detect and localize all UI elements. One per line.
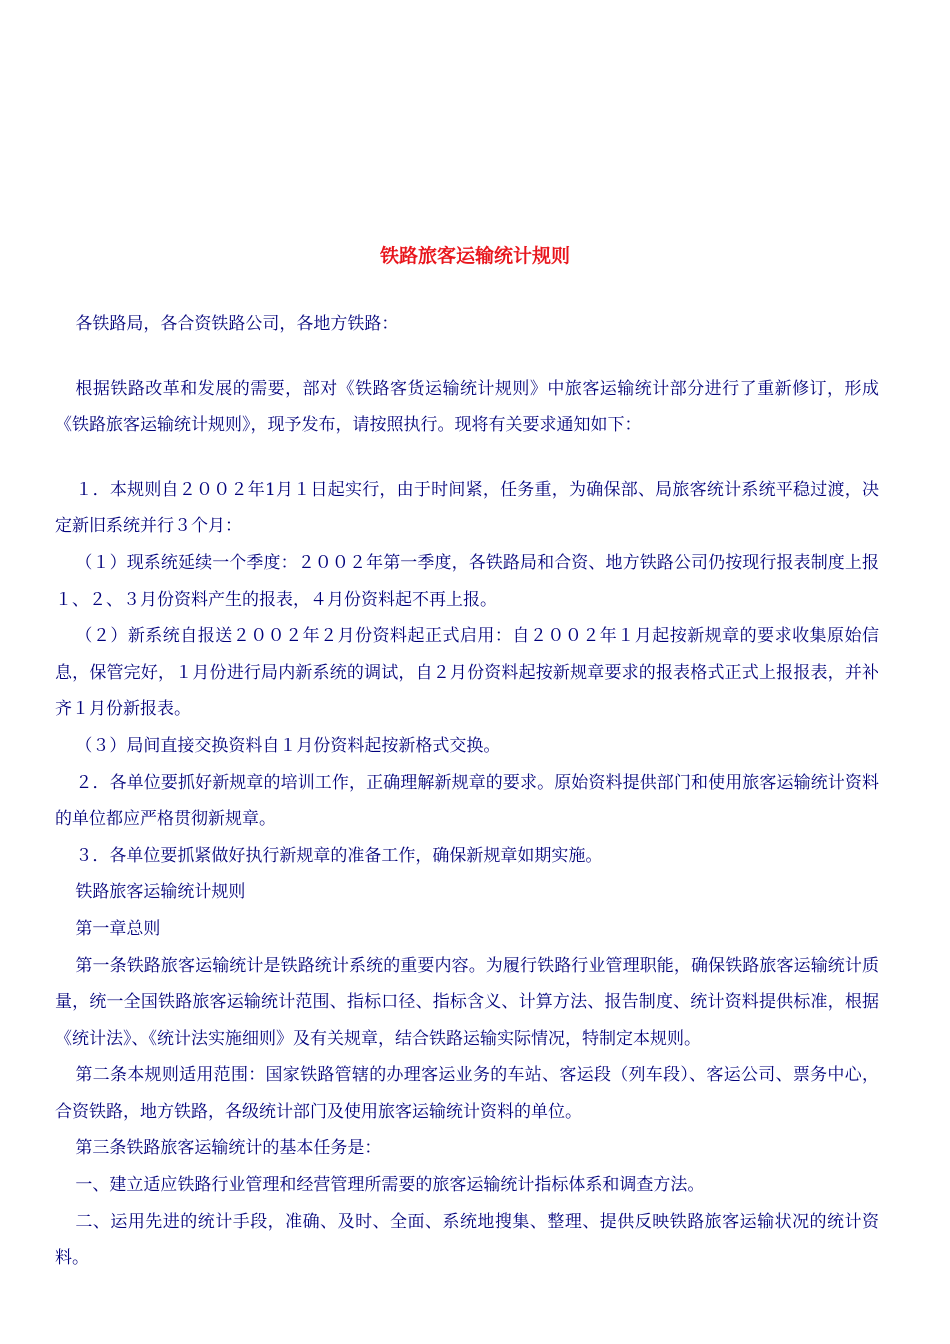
salutation-paragraph: 各铁路局，各合资铁路公司，各地方铁路：	[75, 314, 399, 334]
requirement-3-paragraph: ３．各单位要抓紧做好执行新规章的准备工作，确保新规章如期实施。	[75, 845, 603, 866]
requirement-1-item-1-paragraph: （１）现系统延续一个季度：２００２年第一季度，各铁路局和合资、地方铁路公司仍按现行报表制度上报１、２、３月份资料产生的报表，４月份资料起不再上报。	[55, 552, 879, 610]
task-2-paragraph: 二、运用先进的统计手段，准确、及时、全面、系统地搜集、整理、提供反映铁路旅客运输状况的统计资料。	[55, 1211, 879, 1269]
requirement-2-paragraph: ２．各单位要抓好新规章的培训工作，正确理解新规章的要求。原始资料提供部门和使用旅客运输统计资料的单位都应严格贯彻新规章。	[55, 772, 879, 830]
requirement-1-item-2-paragraph: （２）新系统自报送２００２年２月份资料起正式启用：自２００２年１月起按新规章的要求收集原始信息，保管完好，１月份进行局内新系统的调试，自２月份资料起按新规章要求的报表格式正式上报报表，并补齐１月份新报表。	[55, 626, 879, 720]
document-body	[55, 306, 879, 1277]
rules-heading: 铁路旅客运输统计规则	[75, 882, 246, 903]
task-1-paragraph: 一、建立适应铁路行业管理和经营管理所需要的旅客运输统计指标体系和调查方法。	[75, 1175, 705, 1196]
document-title: 铁路旅客运输统计规则	[379, 245, 570, 267]
article-3-paragraph: 第三条铁路旅客运输统计的基本任务是：	[75, 1138, 382, 1159]
article-2-paragraph: 第二条本规则适用范围：国家铁路管辖的办理客运业务的车站、客运段（列车段）、客运公司、票务中心，合资铁路，地方铁路，各级统计部门及使用旅客运输统计资料的单位。	[55, 1065, 879, 1122]
chapter-heading: 第一章总则	[75, 918, 161, 939]
requirement-1-item-3-paragraph: （３）局间直接交换资料自１月份资料起按新格式交换。	[75, 735, 501, 756]
article-1-paragraph: 第一条铁路旅客运输统计是铁路统计系统的重要内容。为履行铁路行业管理职能，确保铁路旅客运输统计质量，统一全国铁路旅客运输统计范围、指标口径、指标含义、计算方法、报告制度、统计资料提供标准，根据《统计法》、《统计法实施细则》及有关规章，结合铁路运输实际情况，特制定本规则。	[55, 955, 879, 1049]
intro-paragraph: 根据铁路改革和发展的需要，部对《铁路客货运输统计规则》中旅客运输统计部分进行了重新修订，形成《铁路旅客运输统计规则》，现予发布，请按照执行。现将有关要求通知如下：	[55, 378, 879, 436]
requirement-1-paragraph: １．本规则自２００２年1月１日起实行，由于时间紧，任务重，为确保部、局旅客统计系统平稳过渡，决定新旧系统并行３个月：	[55, 479, 879, 537]
